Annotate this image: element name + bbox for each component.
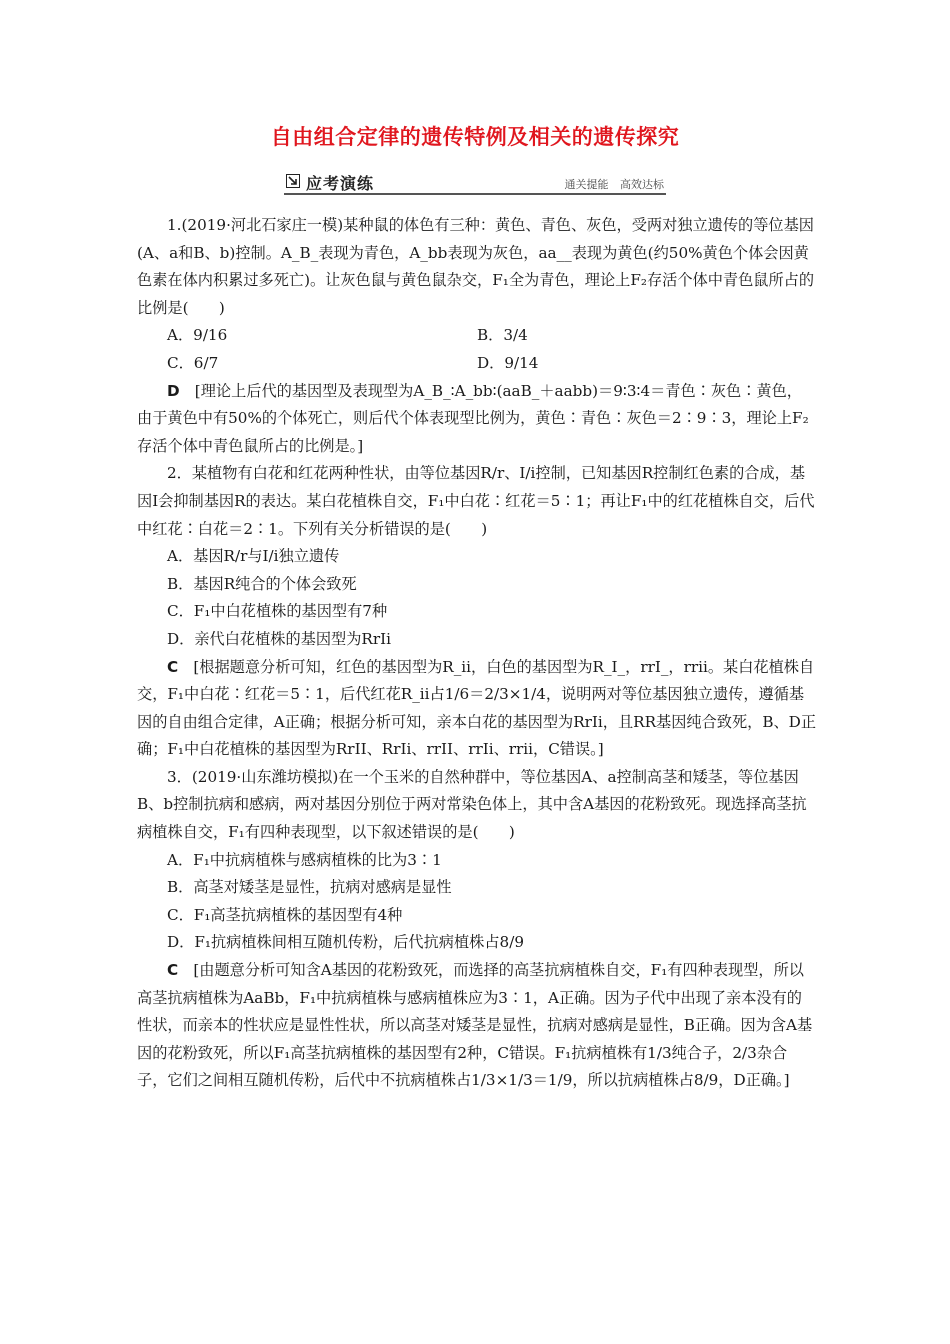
- exercise-box-icon: [286, 174, 300, 188]
- answer-key: D: [167, 381, 180, 400]
- option-row: [137, 322, 817, 350]
- question-stem: 1.(2019·河北石家庄一模)某种鼠的体色有三种：黄色、青色、灰色，受两对独立遗传的等位基因(A、a和B、b)控制。A_B_表现为青色，A_bb表现为灰色，aa__表现为黄色(约50%黄色个体会因黄色素在体内积累过多死亡)。让灰色鼠与黄色鼠杂交，F₁全为青色，理论上F₂存活个体中青色鼠所占的比例是( ): [137, 216, 815, 317]
- option: B．3/4: [477, 326, 528, 345]
- option: D．亲代白花植株的基因型为RrIi: [167, 629, 391, 648]
- section-header: [284, 172, 666, 196]
- option: D．9/14: [477, 353, 539, 372]
- question-list: [137, 212, 817, 1095]
- option: A．F₁中抗病植株与感病植株的比为3∶1: [167, 850, 442, 869]
- answer-explanation: [137, 957, 817, 1095]
- option: A．9/16: [167, 326, 228, 345]
- answer-explanation: [137, 378, 817, 461]
- explanation-text: [理论上后代的基因型及表现型为A_B_∶A_bb∶(aaB_＋aabb)＝9∶3∶4＝青色∶灰色∶黄色，由于黄色中有50%的个体死亡，则后代个体表现型比例为，黄色∶青色∶灰色＝2∶9∶3，理论上F₂存活个体中青色鼠所占的比例是。]: [137, 381, 809, 455]
- question-stem: 3．(2019·山东潍坊模拟)在一个玉米的自然种群中，等位基因A、a控制高茎和矮茎，等位基因B、b控制抗病和感病，两对基因分别位于两对常染色体上，其中含A基因的花粉致死。现选择高茎抗病植株自交，F₁有四种表现型，以下叙述错误的是( ): [137, 767, 807, 842]
- option-row: [137, 350, 817, 378]
- answer-explanation: [137, 654, 817, 764]
- explanation-text: [根据题意分析可知，红色的基因型为R_ii，白色的基因型为R_I_，rrI_，rrii。某白花植株自交，F₁中白花∶红花＝5∶1，后代红花R_ii占1/6＝2/3×1/4，说明两对等位基因独立遗传，遵循基因的自由组合定律，A正确；根据分析可知，亲本白花的基因型为RrIi，且RR基因纯合致死，B、D正确；F₁中白花植株的基因型为RrII、RrIi、rrII、rrIi、rrii，C错误。]: [137, 657, 817, 759]
- option: D．F₁抗病植株间相互随机传粉，后代抗病植株占8/9: [167, 933, 524, 952]
- answer-key: C: [167, 961, 179, 980]
- section-label: 应考演练: [306, 174, 375, 193]
- option: B．基因R纯合的个体会致死: [167, 574, 357, 593]
- section-tags: 通关提能 高效达标: [564, 178, 664, 191]
- option: B．高茎对矮茎是显性，抗病对感病是显性: [167, 878, 452, 897]
- answer-key: C: [167, 657, 179, 676]
- explanation-text: [由题意分析可知含A基因的花粉致死，而选择的高茎抗病植株自交，F₁有四种表现型，所以高茎抗病植株为AaBb，F₁中抗病植株与感病植株应为3∶1，A正确。因为子代中出现了亲本没有的性状，而亲本的性状应是显性性状，所以高茎对矮茎是显性，抗病对感病是显性，B正确。因为含A基因的花粉致死，所以F₁高茎抗病植株的基因型有2种，C错误。F₁抗病植株有1/3纯合子，2/3杂合子，它们之间相互随机传粉，后代中不抗病植株占1/3×1/3＝1/9，所以抗病植株占8/9，D正确。]: [137, 961, 813, 1090]
- option: C．F₁中白花植株的基因型有7种: [167, 602, 388, 621]
- option: A．基因R/r与I/i独立遗传: [167, 547, 340, 566]
- option: C．6/7: [167, 353, 219, 372]
- question-stem: 2．某植物有白花和红花两种性状，由等位基因R/r、I/i控制，已知基因R控制红色素的合成，基因I会抑制基因R的表达。某白花植株自交，F₁中白花∶红花＝5∶1；再让F₁中的红花植株自交，后代中红花∶白花＝2∶1。下列有关分析错误的是( ): [137, 464, 815, 538]
- section-rule: [284, 193, 666, 195]
- page-title: 自由组合定律的遗传特例及相关的遗传探究: [270, 125, 680, 149]
- option: C．F₁高茎抗病植株的基因型有4种: [167, 905, 403, 924]
